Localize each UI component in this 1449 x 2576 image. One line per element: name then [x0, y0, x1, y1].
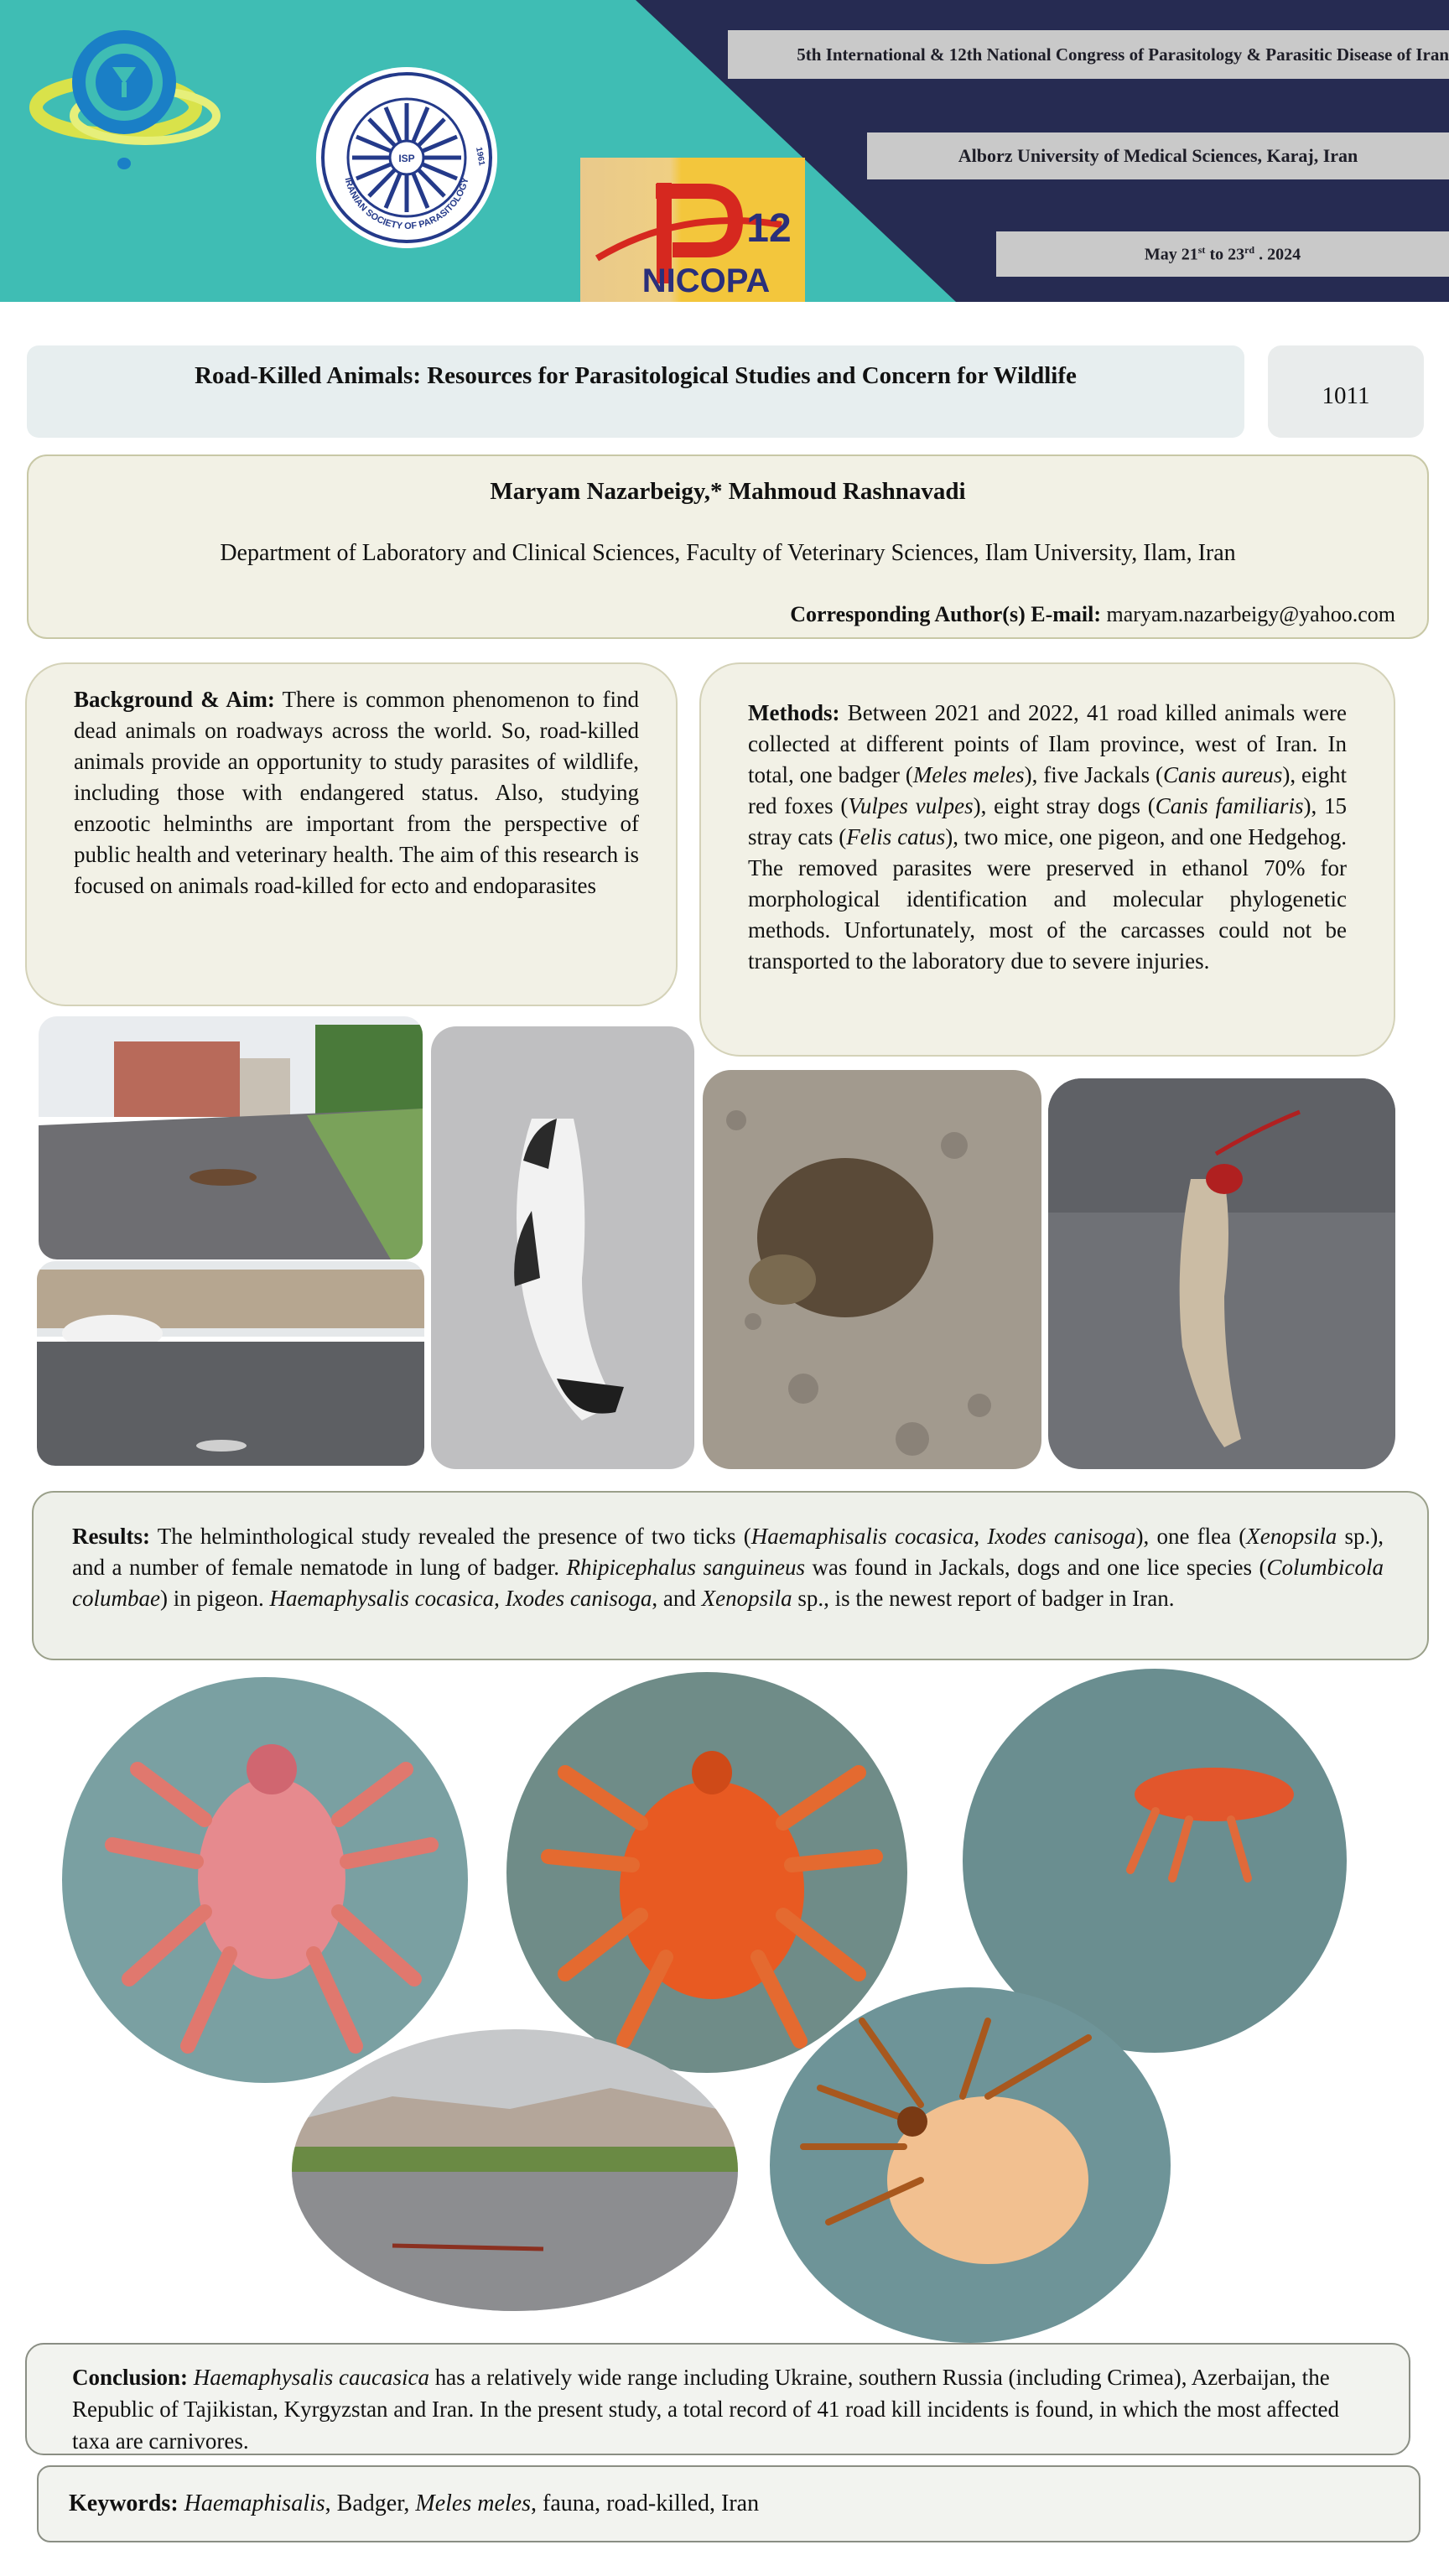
header-banner: [0, 0, 1449, 302]
poster-number-box: [1268, 345, 1424, 438]
iranian-society-parasitology-seal: [310, 65, 503, 250]
corresponding-author: Corresponding Author(s) E-mail: maryam.nazarbeigy@yahoo.com: [790, 602, 1395, 626]
author-box: [27, 454, 1429, 639]
seal-text: IRANIAN SOCIETY OF PARASITOLOGY: [342, 176, 471, 232]
keywords-box: Keywords: Haemaphisalis, Badger, Meles meles, fauna, road-killed, Iran: [37, 2465, 1420, 2542]
poster-number: 1011: [1322, 382, 1370, 409]
venue: Alborz University of Medical Sciences, Karaj, Iran: [958, 145, 1358, 166]
congress-name-bar: [728, 30, 1449, 79]
background-label: Background & Aim:: [74, 687, 275, 712]
keywords-label: Keywords:: [69, 2490, 179, 2516]
methods-label: Methods:: [748, 700, 840, 725]
photo-roadkill-roadside: [292, 2029, 738, 2311]
background-text: There is common phenomenon to find dead animals on roadways across the world. So, road-killed animals provide an opportunity to study parasites of wildlife, including those with endangered status. Also, studying enzootic helminths are important from the perspective of public health and veterinary health. The aim of this research is focused on animals road-killed for ecto and endoparasites: [74, 687, 639, 898]
date-bar: [996, 231, 1449, 277]
results-label: Results:: [72, 1524, 150, 1549]
photo-jackal: [1048, 1078, 1395, 1469]
photo-badger: [431, 1026, 694, 1469]
photo-tick-1: [62, 1677, 468, 2083]
poster-title: Road-Killed Animals: Resources for Parasitological Studies and Concern for Wildlife: [195, 362, 1077, 389]
congress-name: 5th International & 12th National Congress of Parasitology & Parasitic Disease of Iran: [797, 44, 1449, 65]
venue-bar: [867, 132, 1449, 179]
seal-year: 1961: [474, 146, 486, 167]
photo-tick-2: [506, 1672, 907, 2073]
photo-engorged-tick: [770, 1987, 1171, 2343]
poster-title-box: [27, 345, 1244, 438]
background-aim-box: [25, 662, 678, 1006]
department: Department of Laboratory and Clinical Sciences, Faculty of Veterinary Sciences, Ilam University, Ilam, Iran: [220, 540, 1236, 566]
conclusion-label: Conclusion:: [72, 2365, 189, 2390]
nicopa-logo-number: 12: [746, 206, 792, 251]
corresponding-email[interactable]: maryam.nazarbeigy@yahoo.com: [1106, 602, 1395, 626]
congress-date: May 21st to 23rd . 2024: [1144, 243, 1301, 264]
photo-roadkill-street-1: [39, 1016, 423, 1259]
photo-hedgehog: [703, 1070, 1041, 1469]
conclusion-box: Conclusion: Haemaphysalis caucasica has a relatively wide range including Ukraine, southern Russia (including Crimea), Azerbaijan, the Republic of Tajikistan, Kyrgyzstan and Iran. In the present study, a total record of 41 road kill incidents is found, in which the most affected taxa are carnivores.: [25, 2343, 1410, 2455]
photo-roadkill-street-2: [37, 1261, 424, 1466]
nicopa-logo-text: NICOPA: [641, 262, 771, 299]
authors: Maryam Nazarbeigy,* Mahmoud Rashnavadi: [490, 478, 966, 505]
congress-logo: [23, 17, 225, 176]
seal-initials: ISP: [398, 153, 415, 164]
methods-box: Methods: Between 2021 and 2022, 41 road killed animals were collected at different points of Ilam province, west of Iran. In total, one badger (Meles meles), five Jackals (Canis aureus), eight red foxes (Vulpes vulpes), eight stray dogs (Canis familiaris), 15 stray cats (Felis catus), two mice, one pigeon, and one Hedgehog. The removed parasites were preserved in ethanol 70% for morphological identification and molecular phylogenetic methods. Unfortunately, most of the carcasses could not be transported to the laboratory due to severe injuries.: [699, 662, 1395, 1057]
results-box: Results: The helminthological study revealed the presence of two ticks (Haemaphisalis cocasica, Ixodes canisoga), one flea (Xenopsila sp.), and a number of female nematode in lung of badger. Rhipicephalus sanguineus was found in Jackals, dogs and one lice species (Columbicola columbae) in pigeon. Haemaphysalis cocasica, Ixodes canisoga, and Xenopsila sp., is the newest report of badger in Iran.: [32, 1491, 1429, 1660]
nicopa-logo: [580, 158, 805, 302]
